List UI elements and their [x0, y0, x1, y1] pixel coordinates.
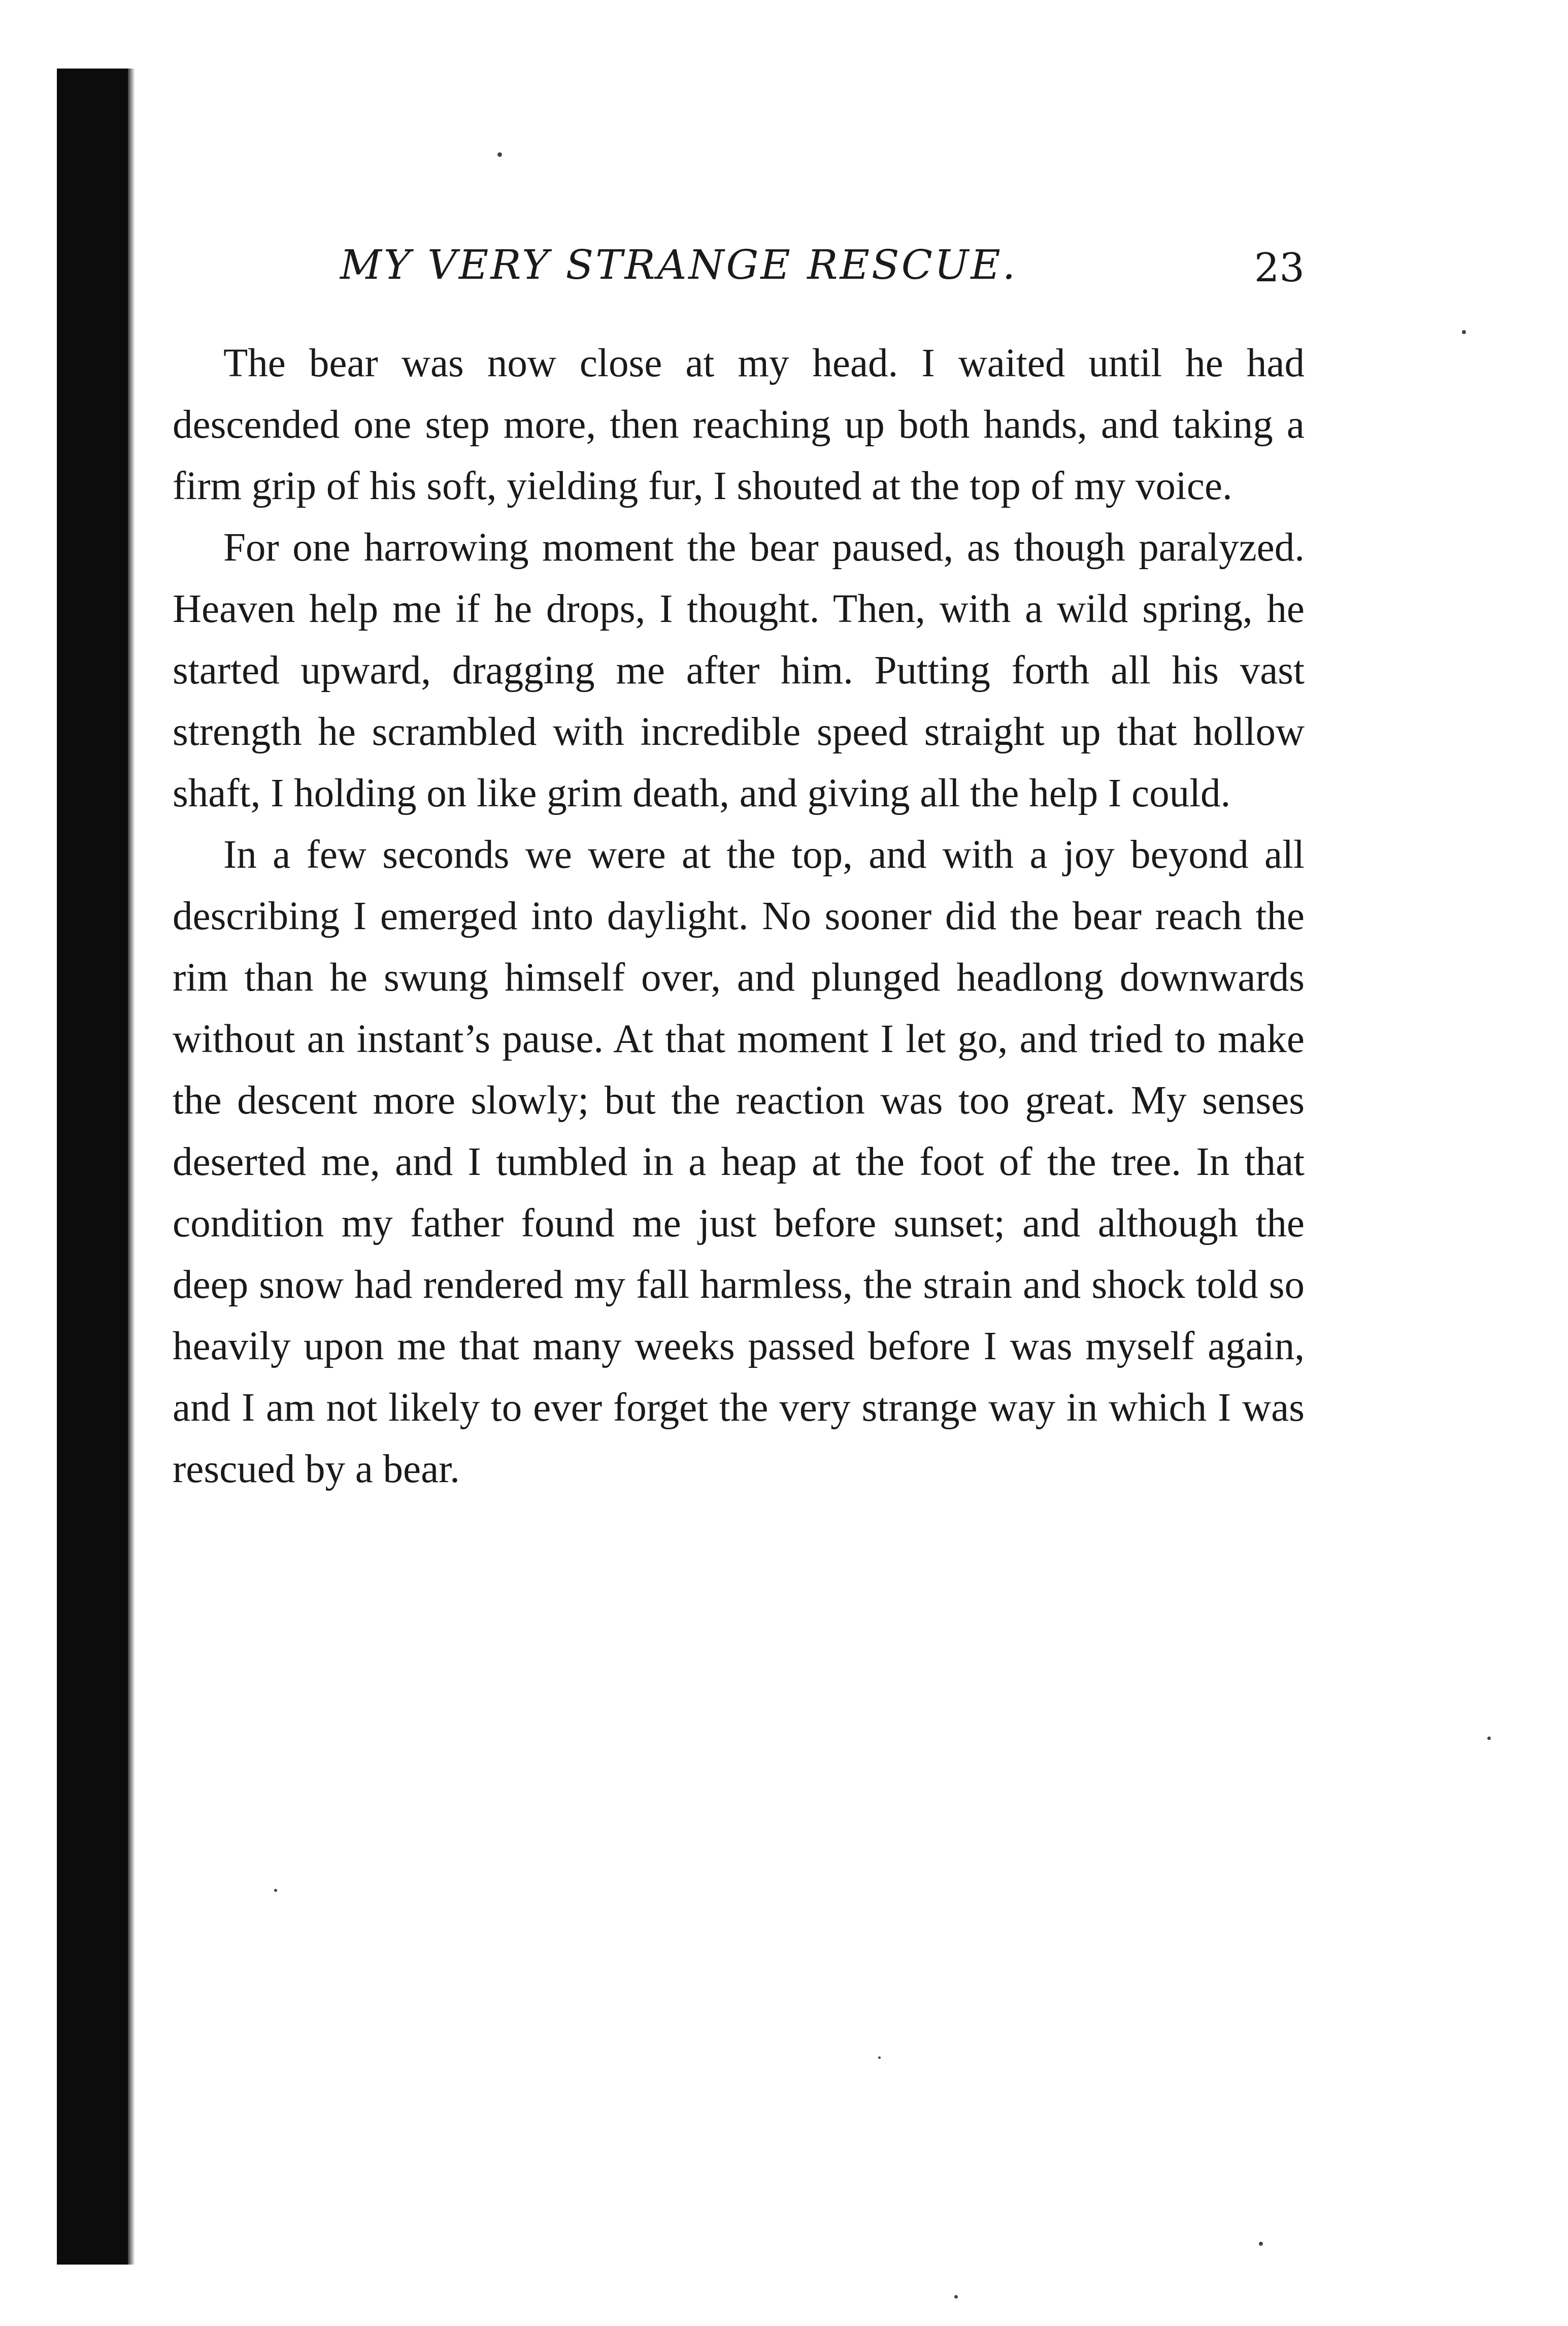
- running-title: MY VERY STRANGE RESCUE.: [340, 241, 1018, 288]
- paper-speck: [878, 2056, 881, 2059]
- paper-speck: [1259, 2242, 1263, 2246]
- paper-speck: [1487, 1737, 1491, 1740]
- running-head: [173, 241, 1305, 302]
- paragraph-1: The bear was now close at my head. I waited until he had descended one step more, then reaching up both hands, and taking a firm grip of his soft, yielding fur, I shouted at the top of my voice.: [173, 341, 1305, 508]
- paper-speck: [1462, 330, 1466, 334]
- page-number: 23: [1254, 245, 1305, 291]
- paragraph-2: For one harrowing moment the bear paused, as though paralyzed. Heaven help me if he drops, I thought. Then, with a wild spring, he started upward, dragging me after him. Putting forth all his vast strength he scrambled with incredible speed straight up that hollow shaft, I holding on like grim death, and giving all the help I could.: [173, 526, 1305, 815]
- paragraph-3: In a few seconds we were at the top, and with a joy beyond all describing I emerged into daylight. No sooner did the bear reach the rim than he swung himself over, and plunged headlong downwards without an instant’s pause. At that moment I let go, and tried to make the descent more slowly; but the reaction was too great. My senses deserted me, and I tumbled in a heap at the foot of the tree. In that condition my father found me just before sunset; and although the deep snow had rendered my fall harmless, the strain and shock told so heavily upon me that many weeks passed before I was myself again, and I am not likely to ever forget the very strange way in which I was rescued by a bear.: [173, 833, 1305, 1491]
- page-binding-fray: [128, 69, 135, 2265]
- page-binding-shadow: [57, 69, 128, 2265]
- paper-speck: [497, 152, 502, 157]
- paper-speck: [954, 2295, 958, 2299]
- page-body: [173, 333, 1305, 1500]
- paper-speck: [274, 1889, 277, 1892]
